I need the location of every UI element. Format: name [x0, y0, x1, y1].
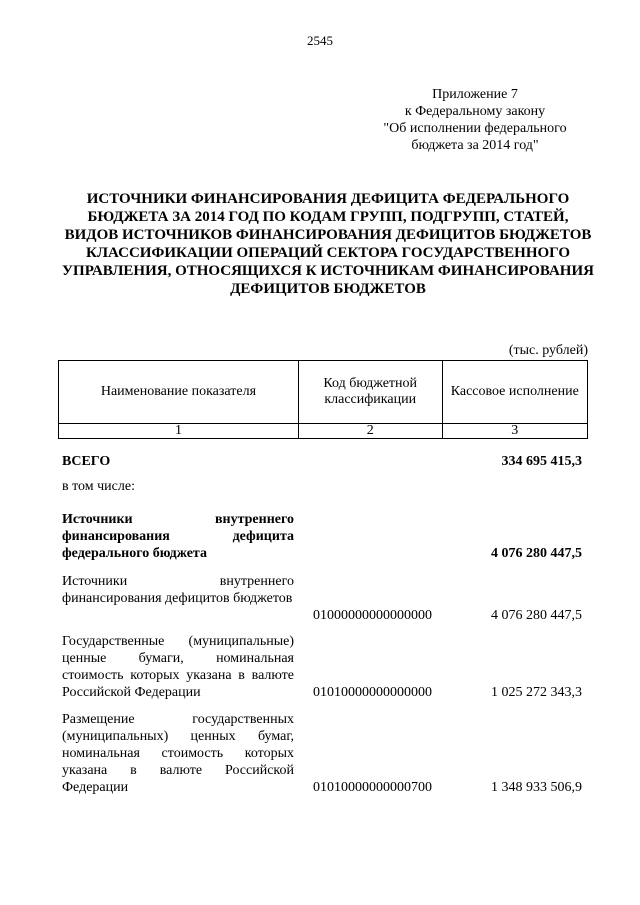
row-name-including: в том числе: [62, 479, 135, 494]
row-code: 01000000000000000 [313, 608, 432, 623]
row-name: Источники внутреннего финансирования дефицита федерального бюджета [62, 512, 294, 561]
row-name: Государственные (муниципальные) ценные бумаги, номинальная стоимость которых указана в валюте Российской Федерации [62, 634, 294, 700]
header-code: Код бюджетной классификации [298, 361, 442, 424]
row-value: 4 076 280 447,5 [491, 546, 582, 561]
page-number: 2545 [307, 33, 333, 48]
header-value: Кассовое исполнение [442, 361, 587, 424]
row-value: 1 348 933 506,9 [491, 780, 582, 795]
row-value: 4 076 280 447,5 [491, 608, 582, 623]
appendix-line: бюджета за 2014 год" [411, 138, 539, 153]
appendix-line: "Об исполнении федерального [383, 121, 567, 136]
row-code: 01010000000000000 [313, 685, 432, 700]
row-code: 01010000000000700 [313, 780, 432, 795]
column-number: 2 [298, 424, 442, 439]
column-number: 1 [59, 424, 299, 439]
appendix-block [340, 86, 610, 154]
column-number: 3 [442, 424, 587, 439]
row-value: 1 025 272 343,3 [491, 685, 582, 700]
unit-label: (тыс. рублей) [508, 343, 588, 358]
row-name-total: ВСЕГО [62, 454, 111, 469]
header-name: Наименование показателя [59, 361, 299, 424]
appendix-line: Приложение 7 [432, 87, 518, 102]
row-name: Источники внутреннего финансирования дефицитов бюджетов [62, 574, 294, 606]
row-value-total: 334 695 415,3 [501, 454, 582, 469]
table-header [58, 360, 588, 439]
document-title: ИСТОЧНИКИ ФИНАНСИРОВАНИЯ ДЕФИЦИТА ФЕДЕРАЛЬНОГО БЮДЖЕТА ЗА 2014 ГОД ПО КОДАМ ГРУПП, ПОДГРУПП, СТАТЕЙ, ВИДОВ ИСТОЧНИКОВ ФИНАНСИРОВАНИЯ ДЕФИЦИТОВ БЮДЖЕТОВ КЛАССИФИКАЦИИ ОПЕРАЦИЙ СЕКТОРА ГОСУДАРСТВЕННОГО УПРАВЛЕНИЯ, ОТНОСЯЩИХСЯ К ИСТОЧНИКАМ ФИНАНСИРОВАНИЯ ДЕФИЦИТОВ БЮДЖЕТОВ [62, 191, 594, 297]
row-name: Размещение государственных (муниципальных) ценных бумаг, номинальная стоимость которых указана в валюте Российской Федерации [62, 712, 294, 795]
appendix-line: к Федеральному закону [404, 104, 546, 119]
